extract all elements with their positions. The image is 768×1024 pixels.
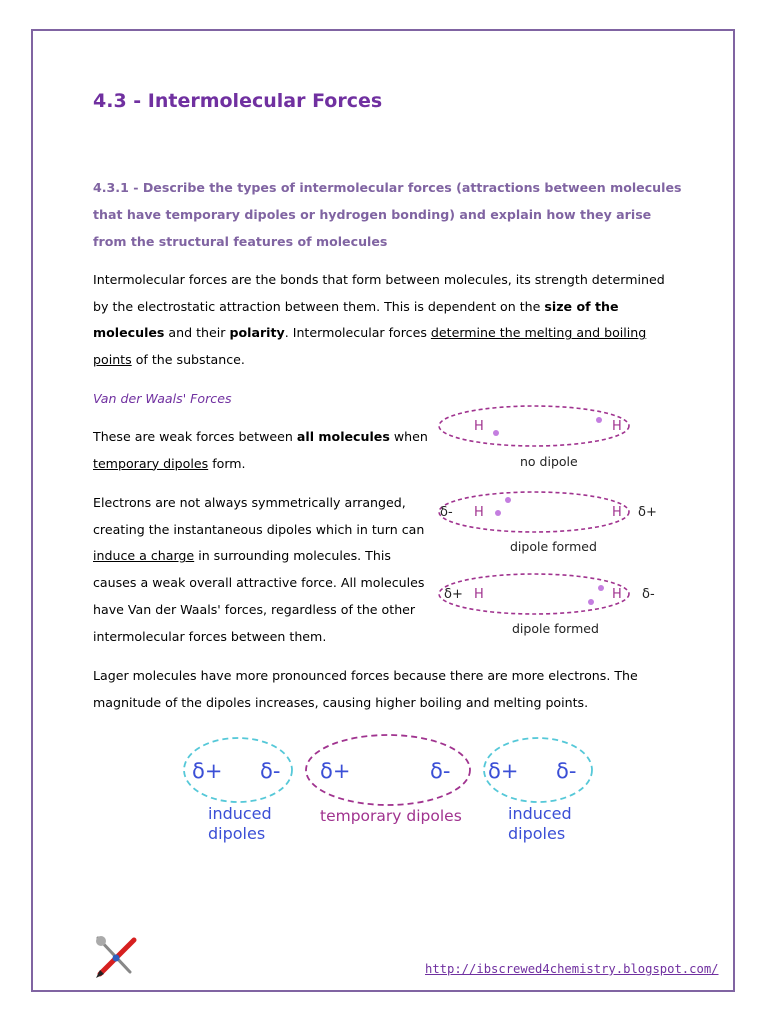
emphasis-determine: determine the melting and boiling points bbox=[93, 325, 647, 368]
caption-dipole-formed: dipole formed bbox=[510, 539, 597, 554]
blog-link[interactable]: http://ibscrewed4chemistry.blogspot.com/ bbox=[425, 962, 719, 976]
objective-heading: 4.3.1 - Describe the types of intermolecular forces (attractions between molecules that have temporary dipoles or hydrogen bonding) and explain how they arise from the structural features of molecules bbox=[93, 180, 682, 249]
charge-label: δ+ bbox=[488, 759, 519, 783]
atom-label: H bbox=[612, 587, 622, 602]
atom-label: H bbox=[474, 587, 484, 602]
caption-dipoles: dipoles bbox=[208, 824, 266, 843]
larger-molecules-paragraph: Lager molecules have more pronounced forces because there are more electrons. The magnitude of the dipoles increases, causing higher boiling and melting points. bbox=[93, 668, 638, 710]
atom-label: H bbox=[474, 419, 484, 434]
molecule-dipole-1 bbox=[439, 492, 629, 532]
charge-label: δ+ bbox=[192, 759, 223, 783]
charge-label: δ- bbox=[260, 759, 281, 783]
charge-label: δ- bbox=[556, 759, 577, 783]
electron bbox=[588, 599, 594, 605]
induced-dipoles-diagram bbox=[178, 725, 598, 850]
charge-label: δ+ bbox=[320, 759, 351, 783]
charge-label: δ+ bbox=[444, 587, 463, 602]
charge-label: δ- bbox=[430, 759, 451, 783]
caption-induced: induced bbox=[508, 804, 572, 823]
vdw-paragraph-1: These are weak forces between all molecules when temporary dipoles form. bbox=[93, 429, 428, 471]
vdw-paragraph-2: Electrons are not always symmetrically arranged, creating the instantaneous dipoles which in turn can induce a charge in surrounding molecules. This causes a weak overall attractive force. All molecules have Van der Waals' forces, regardless of the other intermolecular forces between them. bbox=[93, 495, 425, 644]
electron bbox=[493, 430, 499, 436]
atom-label: H bbox=[612, 505, 622, 520]
vdw-heading: Van der Waals' Forces bbox=[93, 391, 232, 406]
molecule-dipole-2 bbox=[439, 574, 629, 614]
caption-temporary-dipoles: temporary dipoles bbox=[320, 807, 462, 825]
charge-label: δ- bbox=[642, 587, 655, 602]
pushpin-pencil-icon bbox=[92, 932, 140, 980]
caption-no-dipole: no dipole bbox=[520, 454, 578, 469]
electron bbox=[596, 417, 602, 423]
molecule-no-dipole bbox=[439, 406, 629, 446]
electron bbox=[495, 510, 501, 516]
caption-dipoles: dipoles bbox=[508, 824, 566, 843]
intro-paragraph: Intermolecular forces are the bonds that form between molecules, its strength determined by the electrostatic attraction between them. This is dependent on the size of the molecules and their polarity. Intermolecular forces determine the melting and boiling points of the substance. bbox=[93, 272, 665, 368]
caption-induced: induced bbox=[208, 804, 272, 823]
caption-dipole-formed: dipole formed bbox=[512, 621, 599, 636]
charge-label: δ+ bbox=[638, 505, 657, 520]
emphasis-polarity: polarity bbox=[229, 325, 285, 341]
atom-label: H bbox=[612, 419, 622, 434]
dipole-diagram bbox=[436, 398, 668, 650]
electron bbox=[505, 497, 511, 503]
atom-label: H bbox=[474, 505, 484, 520]
electron bbox=[598, 585, 604, 591]
emphasis-size: size of the molecules bbox=[93, 298, 619, 341]
page-title: 4.3 - Intermolecular Forces bbox=[93, 90, 383, 112]
charge-label: δ- bbox=[440, 505, 453, 520]
